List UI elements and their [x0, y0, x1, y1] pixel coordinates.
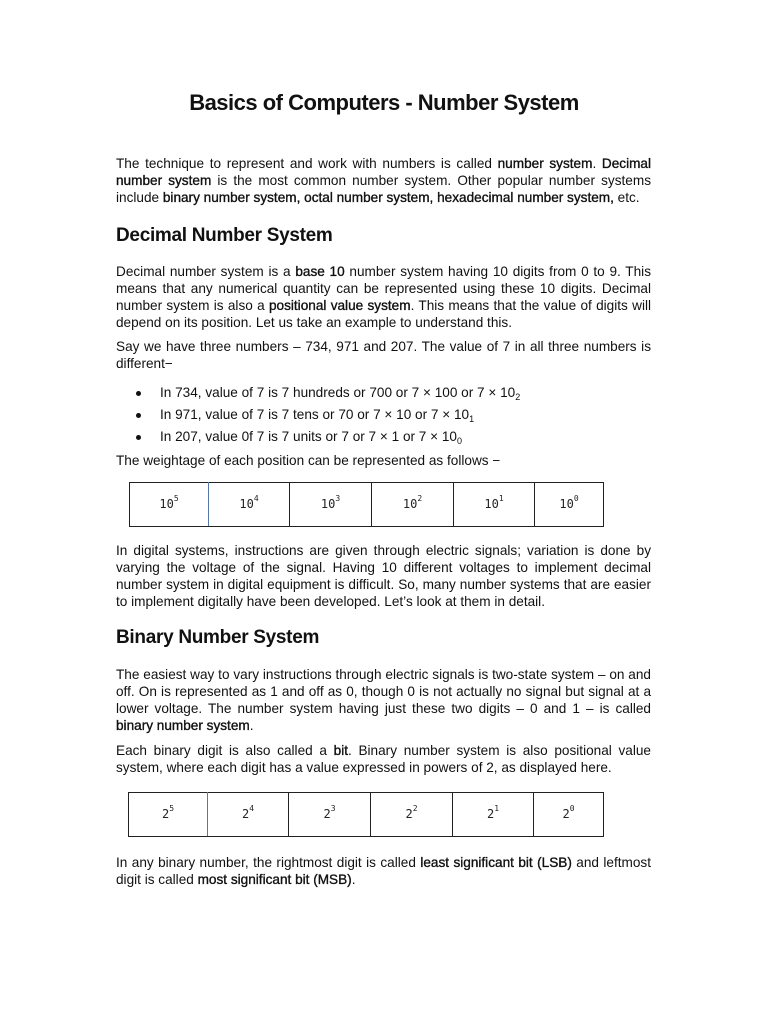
bold-term: number system: [497, 156, 593, 171]
exponent: 2: [515, 392, 521, 402]
table-cell: [130, 483, 209, 527]
bold-term: most significant bit (MSB): [197, 872, 352, 887]
binary-paragraph-3: [116, 854, 651, 888]
cell-exponent: 0: [569, 804, 575, 813]
text-run: is the most common number system. Other popular number systems include: [116, 173, 651, 205]
text-run: The easiest way to vary instructions through electric signals is two-state system – on and off. On is represented as 1 and off as 0, though 0 is not actually no signal but signal at a lower voltage. The number system having just these two digits – 0 and 1 – is called: [116, 667, 651, 716]
cell-exponent: 5: [173, 494, 179, 503]
text-run: .: [351, 872, 356, 887]
decimal-heading: Decimal Number System: [116, 225, 333, 246]
binary-paragraph-2: [116, 742, 651, 776]
table-cell: [372, 483, 454, 527]
bold-term: Decimal number system: [116, 156, 651, 188]
cell-exponent: 3: [330, 804, 336, 813]
text-run: and leftmost digit is called: [116, 855, 651, 887]
exponent: 0: [457, 436, 463, 446]
list-item-text: In 971, value of 7 is 7 tens or 70 or 7 × 10 or 7 × 10: [160, 407, 470, 422]
text-run: Decimal number system is a: [116, 264, 296, 279]
text-run: . This means that the value of digits will depend on its position. Let us take an example to understand this.: [116, 298, 651, 330]
bold-term: positional value system: [268, 298, 411, 313]
table-cell: [453, 793, 534, 837]
table-cell: [534, 793, 604, 837]
text-run: .: [249, 718, 254, 733]
binary-weight-table: [128, 792, 604, 837]
cell-base: 10: [159, 497, 174, 511]
table-cell: [209, 483, 290, 527]
table-cell: [208, 793, 289, 837]
list-item: [116, 384, 651, 406]
cell-exponent: 2: [417, 494, 423, 503]
decimal-paragraph-4: In digital systems, instructions are given through electric signals; variation is done by varying the voltage of the signal. Having 10 different voltages to implement decimal number system in digital equipment is difficult. So, many number systems that are easier to implement digitally have been developed. Let’s look at them in detail.: [116, 543, 651, 609]
cell-base: 2: [486, 807, 495, 821]
table-row: [130, 483, 604, 527]
cell-exponent: 0: [573, 494, 579, 503]
table-cell: [289, 793, 371, 837]
text-run: number system having 10 digits from 0 to 9. This means that any numerical quantity can be represented using these 10 digits. Decimal number system is also a: [116, 264, 651, 313]
cell-base: 2: [161, 807, 170, 821]
bold-term: binary number system: [116, 718, 250, 733]
cell-exponent: 1: [498, 494, 504, 503]
table-row: [129, 793, 604, 837]
bold-term: base 10: [295, 264, 345, 279]
binary-heading: Binary Number System: [116, 627, 320, 648]
table-cell: [129, 793, 208, 837]
text-run: Each binary digit is also called a: [116, 743, 334, 758]
cell-exponent: 5: [169, 804, 175, 813]
exponent: 1: [469, 414, 475, 424]
cell-exponent: 1: [494, 804, 500, 813]
decimal-weight-table: [129, 482, 604, 527]
cell-exponent: 4: [253, 494, 259, 503]
cell-base: 10: [239, 497, 254, 511]
cell-base: 2: [241, 807, 250, 821]
table-cell: [290, 483, 372, 527]
bold-term: binary number system, octal number system, hexadecimal number system,: [162, 190, 614, 205]
bold-term: least significant bit (LSB): [420, 855, 572, 870]
cell-base: 10: [484, 497, 499, 511]
decimal-paragraph-3: The weightage of each position can be represented as follows −: [116, 453, 501, 468]
cell-base: 10: [559, 497, 574, 511]
list-item: [116, 428, 651, 450]
bold-term: bit: [333, 743, 348, 758]
cell-exponent: 4: [249, 804, 255, 813]
cell-base: 2: [405, 807, 413, 821]
text-run: etc.: [613, 190, 640, 205]
cell-base: 10: [402, 497, 418, 511]
intro-paragraph: [116, 155, 651, 206]
decimal-paragraph-2: Say we have three numbers – 734, 971 and 207. The value of 7 in all three numbers is different−: [116, 339, 651, 371]
binary-paragraph-1: [116, 666, 651, 734]
page-title: Basics of Computers - Number System: [189, 90, 579, 115]
text-run: . Binary number system is also positional value system, where each digit has a value expressed in powers of 2, as displayed here.: [116, 743, 651, 775]
text-run: In any binary number, the rightmost digit is called: [116, 855, 421, 870]
text-run: .: [592, 156, 602, 171]
cell-exponent: 2: [412, 804, 418, 813]
list-item: [116, 406, 651, 428]
cell-base: 2: [562, 807, 570, 821]
decimal-paragraph-1: [116, 263, 651, 331]
table-cell: [535, 483, 604, 527]
cell-exponent: 3: [335, 494, 341, 503]
cell-base: 10: [320, 497, 336, 511]
text-run: The technique to represent and work with numbers is called: [116, 156, 498, 171]
positional-value-list: [116, 384, 651, 450]
table-cell: [371, 793, 453, 837]
list-item-text: In 207, value 0f 7 is 7 units or 7 or 7 × 1 or 7 × 10: [160, 429, 457, 444]
list-item-text: In 734, value of 7 is 7 hundreds or 700 or 7 × 100 or 7 × 10: [160, 385, 516, 400]
cell-base: 2: [323, 807, 331, 821]
table-cell: [454, 483, 535, 527]
